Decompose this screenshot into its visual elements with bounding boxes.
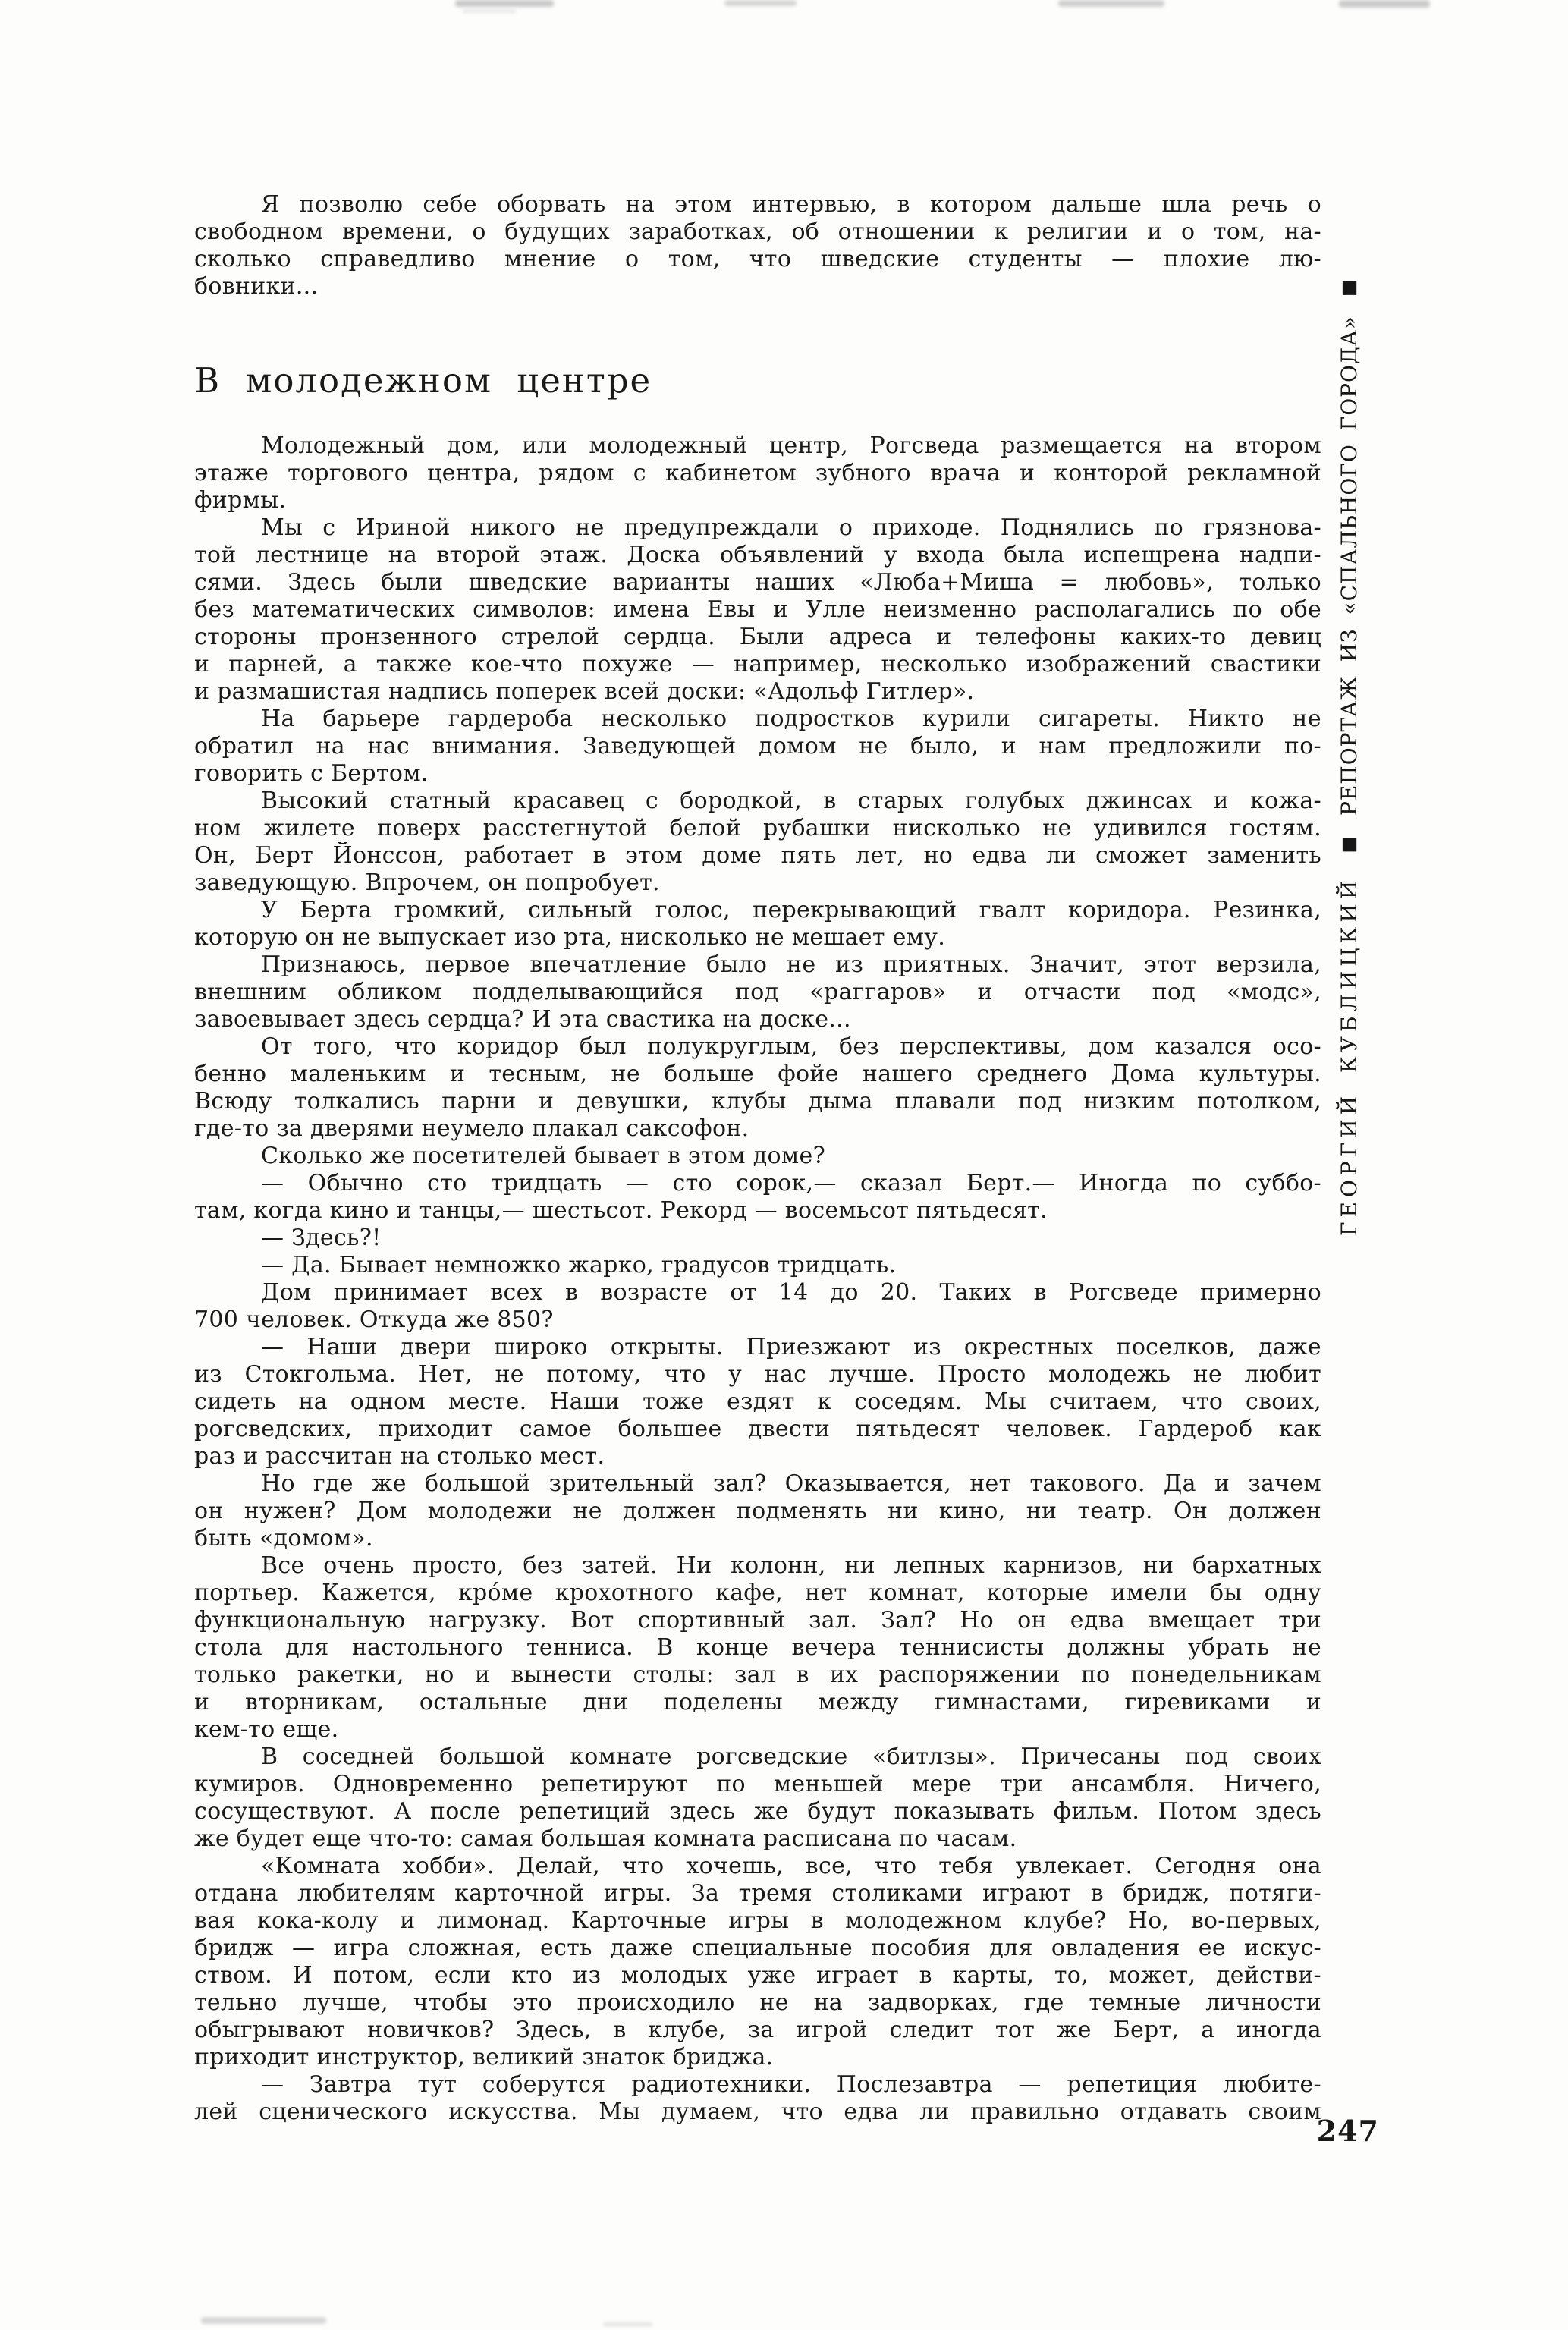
text-line: ством. И потом, если кто из молодых уже играет в карты, то, может, действи- xyxy=(194,1962,1321,1989)
section-heading: В молодежном центре xyxy=(194,360,652,401)
paragraph xyxy=(194,432,1321,514)
text-line: и парней, а также кое-что похуже — например, несколько изображений свастики xyxy=(194,651,1321,678)
text-line: стороны пронзенного стрелой сердца. Были адреса и телефоны каких-то девиц xyxy=(194,624,1321,650)
text-line: завоевывает здесь сердца? И эта свастика на доске... xyxy=(194,1006,851,1033)
text-line: из Стокгольма. Нет, не потому, что у нас лучше. Просто молодежь не любит xyxy=(194,1361,1321,1388)
paragraph xyxy=(194,1170,1321,1225)
text-line: раз и рассчитан на столько мест. xyxy=(194,1443,605,1470)
text-line: быть «домом». xyxy=(194,1525,373,1552)
text-line: Он, Берт Йонссон, работает в этом доме пять лет, но едва ли сможет заменить xyxy=(194,842,1321,869)
margin-sidebar xyxy=(1337,278,1368,1236)
text-line: Все очень просто, без затей. Ни колонн, ни лепных карнизов, ни бархатных xyxy=(261,1552,1321,1579)
text-line: — Завтра тут соберутся радиотехники. Послезавтра — репетиция любите- xyxy=(261,2071,1321,2098)
text-line: От того, что коридор был полукруглым, без перспективы, дом казался осо- xyxy=(261,1033,1321,1060)
text-column xyxy=(194,0,1321,2126)
paragraph xyxy=(194,1552,1321,1744)
text-line: кумиров. Одновременно репетируют по меньшей мере три ансамбля. Ничего, xyxy=(194,1771,1321,1797)
paragraph xyxy=(194,1334,1321,1470)
text-line: он нужен? Дом молодежи не должен подменять ни кино, ни театр. Он должен xyxy=(194,1498,1321,1524)
page-number: 247 xyxy=(1316,2114,1379,2148)
text-line: ном жилете поверх расстегнутой белой рубашки нисколько не удивился гостям. xyxy=(194,815,1321,841)
text-line: бридж — игра сложная, есть даже специальные пособия для овладения ее искус- xyxy=(194,1935,1321,1961)
text-line: сосуществуют. А после репетиций здесь же будут показывать фильм. Потом здесь xyxy=(194,1798,1321,1825)
text-line: Мы с Ириной никого не предупреждали о приходе. Поднялись по грязнова- xyxy=(261,514,1321,541)
text-line: 700 человек. Откуда же 850? xyxy=(194,1306,554,1333)
text-line: Но где же большой зрительный зал? Оказывается, нет такового. Да и зачем xyxy=(261,1470,1321,1497)
text-line: только ракетки, но и вынести столы: зал в их распоряжении по понедельникам xyxy=(194,1662,1321,1688)
paragraph xyxy=(194,1470,1321,1552)
square-separator-icon: ■ xyxy=(1339,835,1360,857)
text-line: — Да. Бывает немножко жарко, градусов тридцать. xyxy=(261,1252,897,1278)
text-line: — Здесь?! xyxy=(261,1225,382,1251)
text-line: и размашистая надпись поперек всей доски: «Адольф Гитлер». xyxy=(194,678,975,705)
text-line: Молодежный дом, или молодежный центр, Рогсведа размещается на втором xyxy=(261,432,1321,459)
text-line: У Берта громкий, сильный голос, перекрывающий гвалт коридора. Резинка, xyxy=(261,897,1321,923)
text-line: обыгрывают новичков? Здесь, в клубе, за игрой следит тот же Берт, а иногда xyxy=(194,2017,1321,2043)
paragraph xyxy=(194,191,1321,300)
text-line: функциональную нагрузку. Вот спортивный зал. Зал? Но он едва вмещает три xyxy=(194,1607,1321,1634)
text-line: — Обычно сто тридцать — сто сорок,— сказал Берт.— Иногда по суббо- xyxy=(261,1170,1321,1196)
paragraph xyxy=(194,897,1321,951)
text-line: сидеть на одном месте. Наши тоже ездят к соседям. Мы считаем, что своих, xyxy=(194,1388,1321,1415)
text-line: «Комната хобби». Делай, что хочешь, все, что тебя увлекает. Сегодня она xyxy=(261,1853,1321,1879)
text-line: — Наши двери широко открыты. Приезжают из окрестных поселков, даже xyxy=(261,1334,1321,1360)
text-line: отдана любителям карточной игры. За тремя столиками играют в бридж, потяги- xyxy=(194,1880,1321,1907)
text-line: тельно лучше, чтобы это происходило не на задворках, где темные личности xyxy=(194,1989,1321,2016)
text-line: лей сценического искусства. Мы думаем, что едва ли правильно отдавать своим xyxy=(194,2099,1321,2125)
text-line: стола для настольного тенниса. В конце вечера теннисисты должны убрать не xyxy=(194,1634,1321,1661)
text-line: Всюду толкались парни и девушки, клубы дыма плавали под низким потолком, xyxy=(194,1088,1321,1115)
sidebar-work-title: РЕПОРТАЖ ИЗ «СПАЛЬНОГО ГОРОДА» xyxy=(1337,315,1362,816)
paragraph xyxy=(194,951,1321,1033)
text-line: Признаюсь, первое впечатление было не из приятных. Значит, этот верзила, xyxy=(261,951,1321,978)
text-line: кем-то еще. xyxy=(194,1716,339,1743)
text-line: На барьере гардероба несколько подростков курили сигареты. Никто не xyxy=(261,706,1321,732)
body-section xyxy=(194,432,1321,2126)
paragraph xyxy=(194,1143,1321,1170)
paragraph xyxy=(194,1225,1321,1252)
text-line: рогсведских, приходит самое большее двести пятьдесят человек. Гардероб как xyxy=(194,1416,1321,1442)
paragraph xyxy=(194,1252,1321,1279)
paragraph xyxy=(194,788,1321,897)
paragraph xyxy=(194,514,1321,706)
text-line: той лестнице на второй этаж. Доска объявлений у входа была испещрена надпи- xyxy=(194,542,1321,568)
text-line: там, когда кино и танцы,— шестьсот. Рекорд — восемьсот пятьдесят. xyxy=(194,1197,1048,1224)
text-line: говорить с Бертом. xyxy=(194,760,429,787)
text-line: этаже торгового центра, рядом с кабинетом зубного врача и конторой рекламной xyxy=(194,460,1321,486)
text-line: портьер. Кажется, кро́ме крохотного кафе, нет комнат, которые имели бы одну xyxy=(194,1580,1321,1606)
text-line: сколько справедливо мнение о том, что шведские студенты — плохие лю- xyxy=(194,246,1321,272)
text-line: заведующую. Впрочем, он попробует. xyxy=(194,869,660,896)
text-line: и вторникам, остальные дни поделены между гимнастами, гиревиками и xyxy=(194,1689,1321,1715)
text-line: бовники... xyxy=(194,273,319,300)
square-marker-icon: ■ xyxy=(1339,278,1360,300)
text-line: которую он не выпускает изо рта, нисколько не мешает ему. xyxy=(194,924,946,951)
paragraph xyxy=(194,1744,1321,1853)
text-line: Дом принимает всех в возрасте от 14 до 20. Таких в Рогсведе примерно xyxy=(261,1279,1321,1306)
text-line: же будет еще что-то: самая большая комната расписана по часам. xyxy=(194,1825,1017,1852)
intro-section xyxy=(194,191,1321,300)
sidebar-author: ГЕОРГИЙ КУБЛИЦКИЙ xyxy=(1337,876,1362,1236)
text-line: без математических символов: имена Евы и Улле неизменно располагались по обе xyxy=(194,596,1321,623)
text-line: приходит инструктор, великий знаток бриджа. xyxy=(194,2044,774,2071)
paragraph xyxy=(194,2071,1321,2126)
scan-artifact xyxy=(1339,0,1430,8)
text-line: В соседней большой комнате рогсведские «битлзы». Причесаны под своих xyxy=(261,1744,1321,1770)
text-line: свободном времени, о будущих заработках, об отношении к религии и о том, на- xyxy=(194,219,1321,245)
text-line: бенно маленьким и тесным, не больше фойе нашего среднего Дома культуры. xyxy=(194,1061,1321,1087)
text-line: обратил на нас внимания. Заведующей домом не было, и нам предложили по- xyxy=(194,733,1321,759)
text-line: Сколько же посетителей бывает в этом доме? xyxy=(261,1143,825,1169)
paragraph xyxy=(194,1853,1321,2071)
text-line: внешним обликом подделывающийся под «раггаров» и отчасти под «модс», xyxy=(194,979,1321,1005)
text-line: сями. Здесь были шведские варианты наших «Люба+Миша = любовь», только xyxy=(194,569,1321,596)
text-line: вая кока-колу и лимонад. Карточные игры в молодежном клубе? Но, во-первых, xyxy=(194,1907,1321,1934)
text-line: Высокий статный красавец с бородкой, в старых голубых джинсах и кожа- xyxy=(261,788,1321,814)
text-line: где-то за дверями неумело плакал саксофон. xyxy=(194,1115,749,1142)
scan-artifact xyxy=(603,2322,652,2326)
text-line: Я позволю себе оборвать на этом интервью, в котором дальше шла речь о xyxy=(261,191,1321,218)
paragraph xyxy=(194,1279,1321,1334)
scan-artifact xyxy=(201,2317,326,2324)
paragraph xyxy=(194,706,1321,788)
paragraph xyxy=(194,1033,1321,1143)
text-line: фирмы. xyxy=(194,487,287,514)
